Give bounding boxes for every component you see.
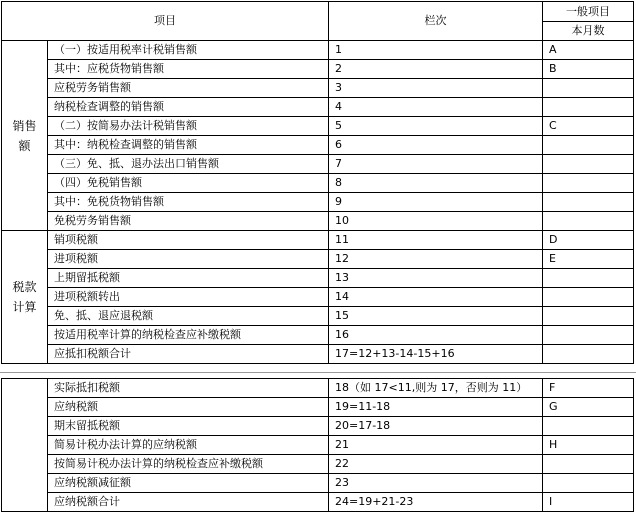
row-item: 其中：应税货物销售额: [48, 60, 329, 79]
row-code: [543, 155, 634, 174]
row-code: [543, 417, 634, 436]
row-code: [543, 193, 634, 212]
row-item: 应税劳务销售额: [48, 79, 329, 98]
row-line: 11: [329, 231, 543, 250]
row-code: [543, 288, 634, 307]
header-line-no: 栏次: [329, 2, 543, 41]
row-code: G: [543, 398, 634, 417]
header-month: 本月数: [543, 22, 634, 41]
row-code: [543, 174, 634, 193]
row-code: [543, 326, 634, 345]
row-item: 按简易计税办法计算的纳税检查应补缴税额: [48, 455, 329, 474]
row-code: [543, 455, 634, 474]
vat-return-table-top: [1, 1, 634, 364]
row-line: 22: [329, 455, 543, 474]
row-line: 4: [329, 98, 543, 117]
row-code: [543, 474, 634, 493]
row-item: 其中：纳税检查调整的销售额: [48, 136, 329, 155]
row-item: 进项税额转出: [48, 288, 329, 307]
row-line: 3: [329, 79, 543, 98]
row-code: B: [543, 60, 634, 79]
row-code: I: [543, 493, 634, 512]
section-tax-label: 税款 计算: [2, 231, 48, 364]
row-line: 20=17-18: [329, 417, 543, 436]
row-item: （一）按适用税率计税销售额: [48, 41, 329, 60]
row-code: A: [543, 41, 634, 60]
row-item: 应纳税额: [48, 398, 329, 417]
row-line: 6: [329, 136, 543, 155]
row-line: 23: [329, 474, 543, 493]
row-line: 5: [329, 117, 543, 136]
row-item: 进项税额: [48, 250, 329, 269]
row-item: （三）免、抵、退办法出口销售额: [48, 155, 329, 174]
row-code: F: [543, 379, 634, 398]
row-line: 17=12+13-14-15+16: [329, 345, 543, 364]
page-break-line: [0, 372, 636, 373]
row-item: （四）免税销售额: [48, 174, 329, 193]
row-code: [543, 269, 634, 288]
row-item: 简易计税办法计算的应纳税额: [48, 436, 329, 455]
row-code: [543, 79, 634, 98]
row-code: [543, 98, 634, 117]
row-item: 免税劳务销售额: [48, 212, 329, 231]
row-item: 销项税额: [48, 231, 329, 250]
row-line: 1: [329, 41, 543, 60]
row-line: 19=11-18: [329, 398, 543, 417]
row-item: 应抵扣税额合计: [48, 345, 329, 364]
header-general: 一般项目: [543, 2, 634, 22]
row-code: [543, 307, 634, 326]
header-item: 项目: [2, 2, 329, 41]
row-line: 10: [329, 212, 543, 231]
row-code: [543, 136, 634, 155]
row-item: 免、抵、退应退税额: [48, 307, 329, 326]
row-line: 8: [329, 174, 543, 193]
row-item: 期末留抵税额: [48, 417, 329, 436]
row-line: 14: [329, 288, 543, 307]
row-line: 2: [329, 60, 543, 79]
section-sales-label: 销售 额: [2, 41, 48, 231]
row-item: 实际抵扣税额: [48, 379, 329, 398]
row-code: D: [543, 231, 634, 250]
row-code: [543, 212, 634, 231]
row-item: 上期留抵税额: [48, 269, 329, 288]
row-line: 12: [329, 250, 543, 269]
row-item: 纳税检查调整的销售额: [48, 98, 329, 117]
row-item: 应纳税额合计: [48, 493, 329, 512]
row-line: 15: [329, 307, 543, 326]
row-code: H: [543, 436, 634, 455]
row-code: [543, 345, 634, 364]
row-item: （二）按简易办法计税销售额: [48, 117, 329, 136]
row-line: 7: [329, 155, 543, 174]
row-line: 16: [329, 326, 543, 345]
row-code: E: [543, 250, 634, 269]
row-line: 18（如 17<11,则为 17，否则为 11）: [329, 379, 543, 398]
row-item: 应纳税额减征额: [48, 474, 329, 493]
row-line: 13: [329, 269, 543, 288]
row-code: C: [543, 117, 634, 136]
row-line: 9: [329, 193, 543, 212]
row-line: 24=19+21-23: [329, 493, 543, 512]
vat-return-table-bottom: [1, 378, 634, 512]
section-tax-continued: [2, 379, 48, 512]
row-item: 其中：免税货物销售额: [48, 193, 329, 212]
row-item: 按适用税率计算的纳税检查应补缴税额: [48, 326, 329, 345]
row-line: 21: [329, 436, 543, 455]
